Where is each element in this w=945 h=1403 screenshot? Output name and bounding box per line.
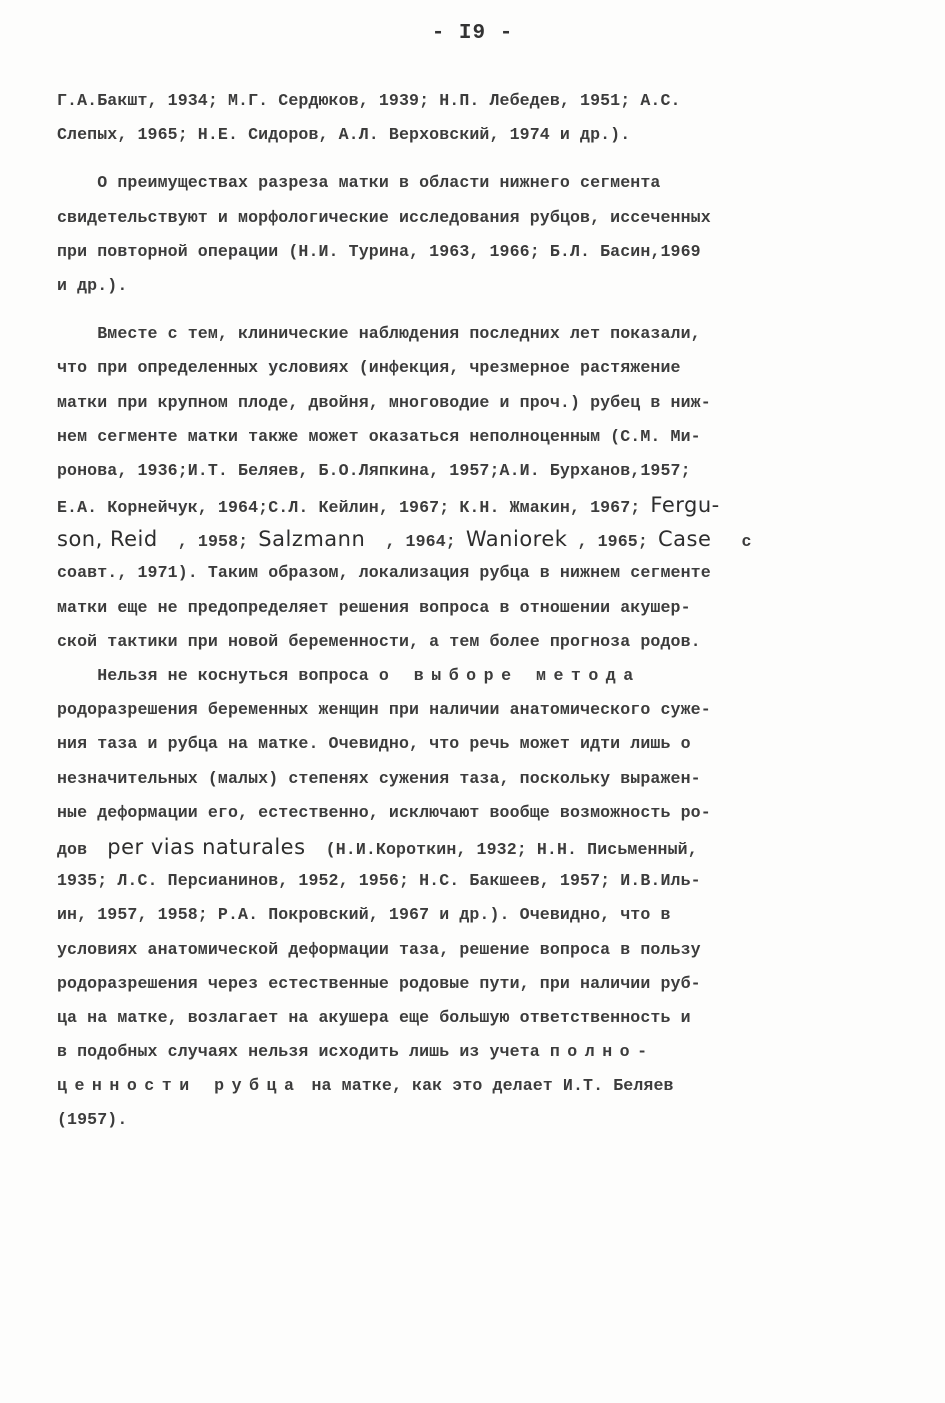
text-line — [57, 967, 897, 1001]
typed-text: родоразрешения беременных женщин при наличии анатомического суже- — [57, 700, 711, 720]
text-line — [57, 1001, 897, 1035]
text-line — [57, 727, 897, 761]
text-line — [57, 454, 897, 488]
text-line — [57, 556, 897, 590]
typed-text: , 1958; — [157, 532, 259, 552]
handwritten-text: Salzmann — [258, 527, 366, 552]
text-line — [57, 796, 897, 830]
typed-text: (1957). — [57, 1110, 128, 1130]
text-line — [57, 830, 897, 864]
text-line — [57, 84, 897, 118]
text-line — [57, 166, 897, 200]
typed-text: на матке, как это делает И.Т. Беляев — [301, 1076, 674, 1096]
text-line — [57, 898, 897, 932]
typed-text: и др.). — [57, 275, 128, 295]
handwritten-text: Fergu- — [650, 493, 720, 518]
typed-text: условиях анатомической деформации таза, решение вопроса в пользу — [57, 939, 701, 959]
typed-text: , 1965; — [567, 532, 658, 552]
typed-text: ные деформации его, естественно, исключают вообще возможность ро- — [57, 802, 711, 822]
text-line — [57, 269, 897, 303]
typed-text: ния таза и рубца на матке. Очевидно, что речь может идти лишь о — [57, 734, 691, 754]
text-line — [57, 522, 897, 556]
typed-text: родоразрешения через естественные родовые пути, при наличии руб- — [57, 973, 701, 993]
typed-text: что при определенных условиях (инфекция, чрезмерное растяжение — [57, 358, 681, 378]
typed-text: 1935; Л.С. Персианинов, 1952, 1956; Н.С. Бакшеев, 1957; И.В.Иль- — [57, 871, 701, 891]
typed-text: Нельзя не коснуться вопроса — [57, 666, 379, 685]
spaced-emphasis-text: о выборе метода — [378, 666, 641, 685]
spaced-emphasis-text: ценности рубца — [57, 1076, 302, 1096]
typed-text: свидетельствуют и морфологические исследования рубцов, иссеченных — [57, 207, 711, 227]
typed-text: ин, 1957, 1958; Р.А. Покровский, 1967 и др.). Очевидно, что в — [57, 905, 671, 925]
text-line — [57, 420, 897, 454]
text-line — [57, 933, 897, 967]
text-line — [57, 118, 897, 152]
text-line — [57, 693, 897, 727]
text-line — [57, 659, 897, 693]
typed-text: Вместе с тем, клинические наблюдения последних лет показали, — [57, 324, 701, 344]
text-line — [57, 351, 897, 385]
text-line — [57, 1103, 897, 1137]
spaced-emphasis-text: полно- — [549, 1042, 655, 1062]
typed-text: Слепых, 1965; Н.Е. Сидоров, А.Л. Верховский, 1974 и др.). — [57, 125, 631, 145]
text-line — [57, 625, 897, 659]
typed-text: ской тактики при новой беременности, а тем более прогноза родов. — [57, 631, 701, 651]
typed-text: незначительных (малых) степенях сужения таза, поскольку выражен- — [57, 768, 701, 788]
text-line — [57, 235, 897, 269]
typed-text: дов — [57, 839, 108, 859]
typed-text: соавт., 1971). Таким образом, локализация рубца в нижнем сегменте — [57, 563, 711, 583]
handwritten-text: son, Reid — [57, 527, 158, 552]
handwritten-text: Waniorek — [465, 527, 568, 552]
typed-text: матки при крупном плоде, двойня, многоводие и проч.) рубец в ниж- — [57, 392, 711, 412]
typed-text: (Н.И.Короткин, 1932; Н.Н. Письменный, — [305, 839, 698, 859]
text-line — [57, 201, 897, 235]
text-line — [57, 591, 897, 625]
typed-text: ронова, 1936;И.Т. Беляев, Б.О.Ляпкина, 1957;А.И. Бурханов,1957; — [57, 460, 691, 480]
text-line — [57, 762, 897, 796]
handwritten-text: Case — [657, 527, 712, 552]
text-line — [57, 488, 897, 522]
typed-text: Г.А.Бакшт, 1934; М.Г. Сердюков, 1939; Н.П. Лебедев, 1951; А.С. — [57, 91, 681, 110]
typed-text: О преимуществах разреза матки в области нижнего сегмента — [57, 173, 661, 193]
typed-text: , 1964; — [365, 532, 466, 552]
text-line — [57, 317, 897, 351]
body-text — [57, 84, 897, 1138]
typed-text: ца на матке, возлагает на акушера еще большую ответственность и — [57, 1007, 691, 1027]
typed-text: при повторной операции (Н.И. Турина, 1963, 1966; Б.Л. Басин,1969 — [57, 241, 701, 261]
text-line — [57, 1069, 897, 1103]
handwritten-text: per vias naturales — [107, 834, 306, 859]
text-line — [57, 1035, 897, 1069]
typed-text: с — [711, 532, 752, 552]
typed-text: Е.А. Корнейчук, 1964;С.Л. Кейлин, 1967; К.Н. Жмакин, 1967; — [57, 498, 651, 518]
typed-text: в подобных случаях нельзя исходить лишь из учета — [57, 1042, 550, 1062]
page-number: - I9 - — [431, 22, 514, 45]
typed-text: нем сегменте матки также может оказаться неполноценным (С.М. Ми- — [57, 426, 701, 446]
text-line — [57, 864, 897, 898]
typed-text: матки еще не предопределяет решения вопроса в отношении акушер- — [57, 597, 691, 617]
text-line — [57, 386, 897, 420]
